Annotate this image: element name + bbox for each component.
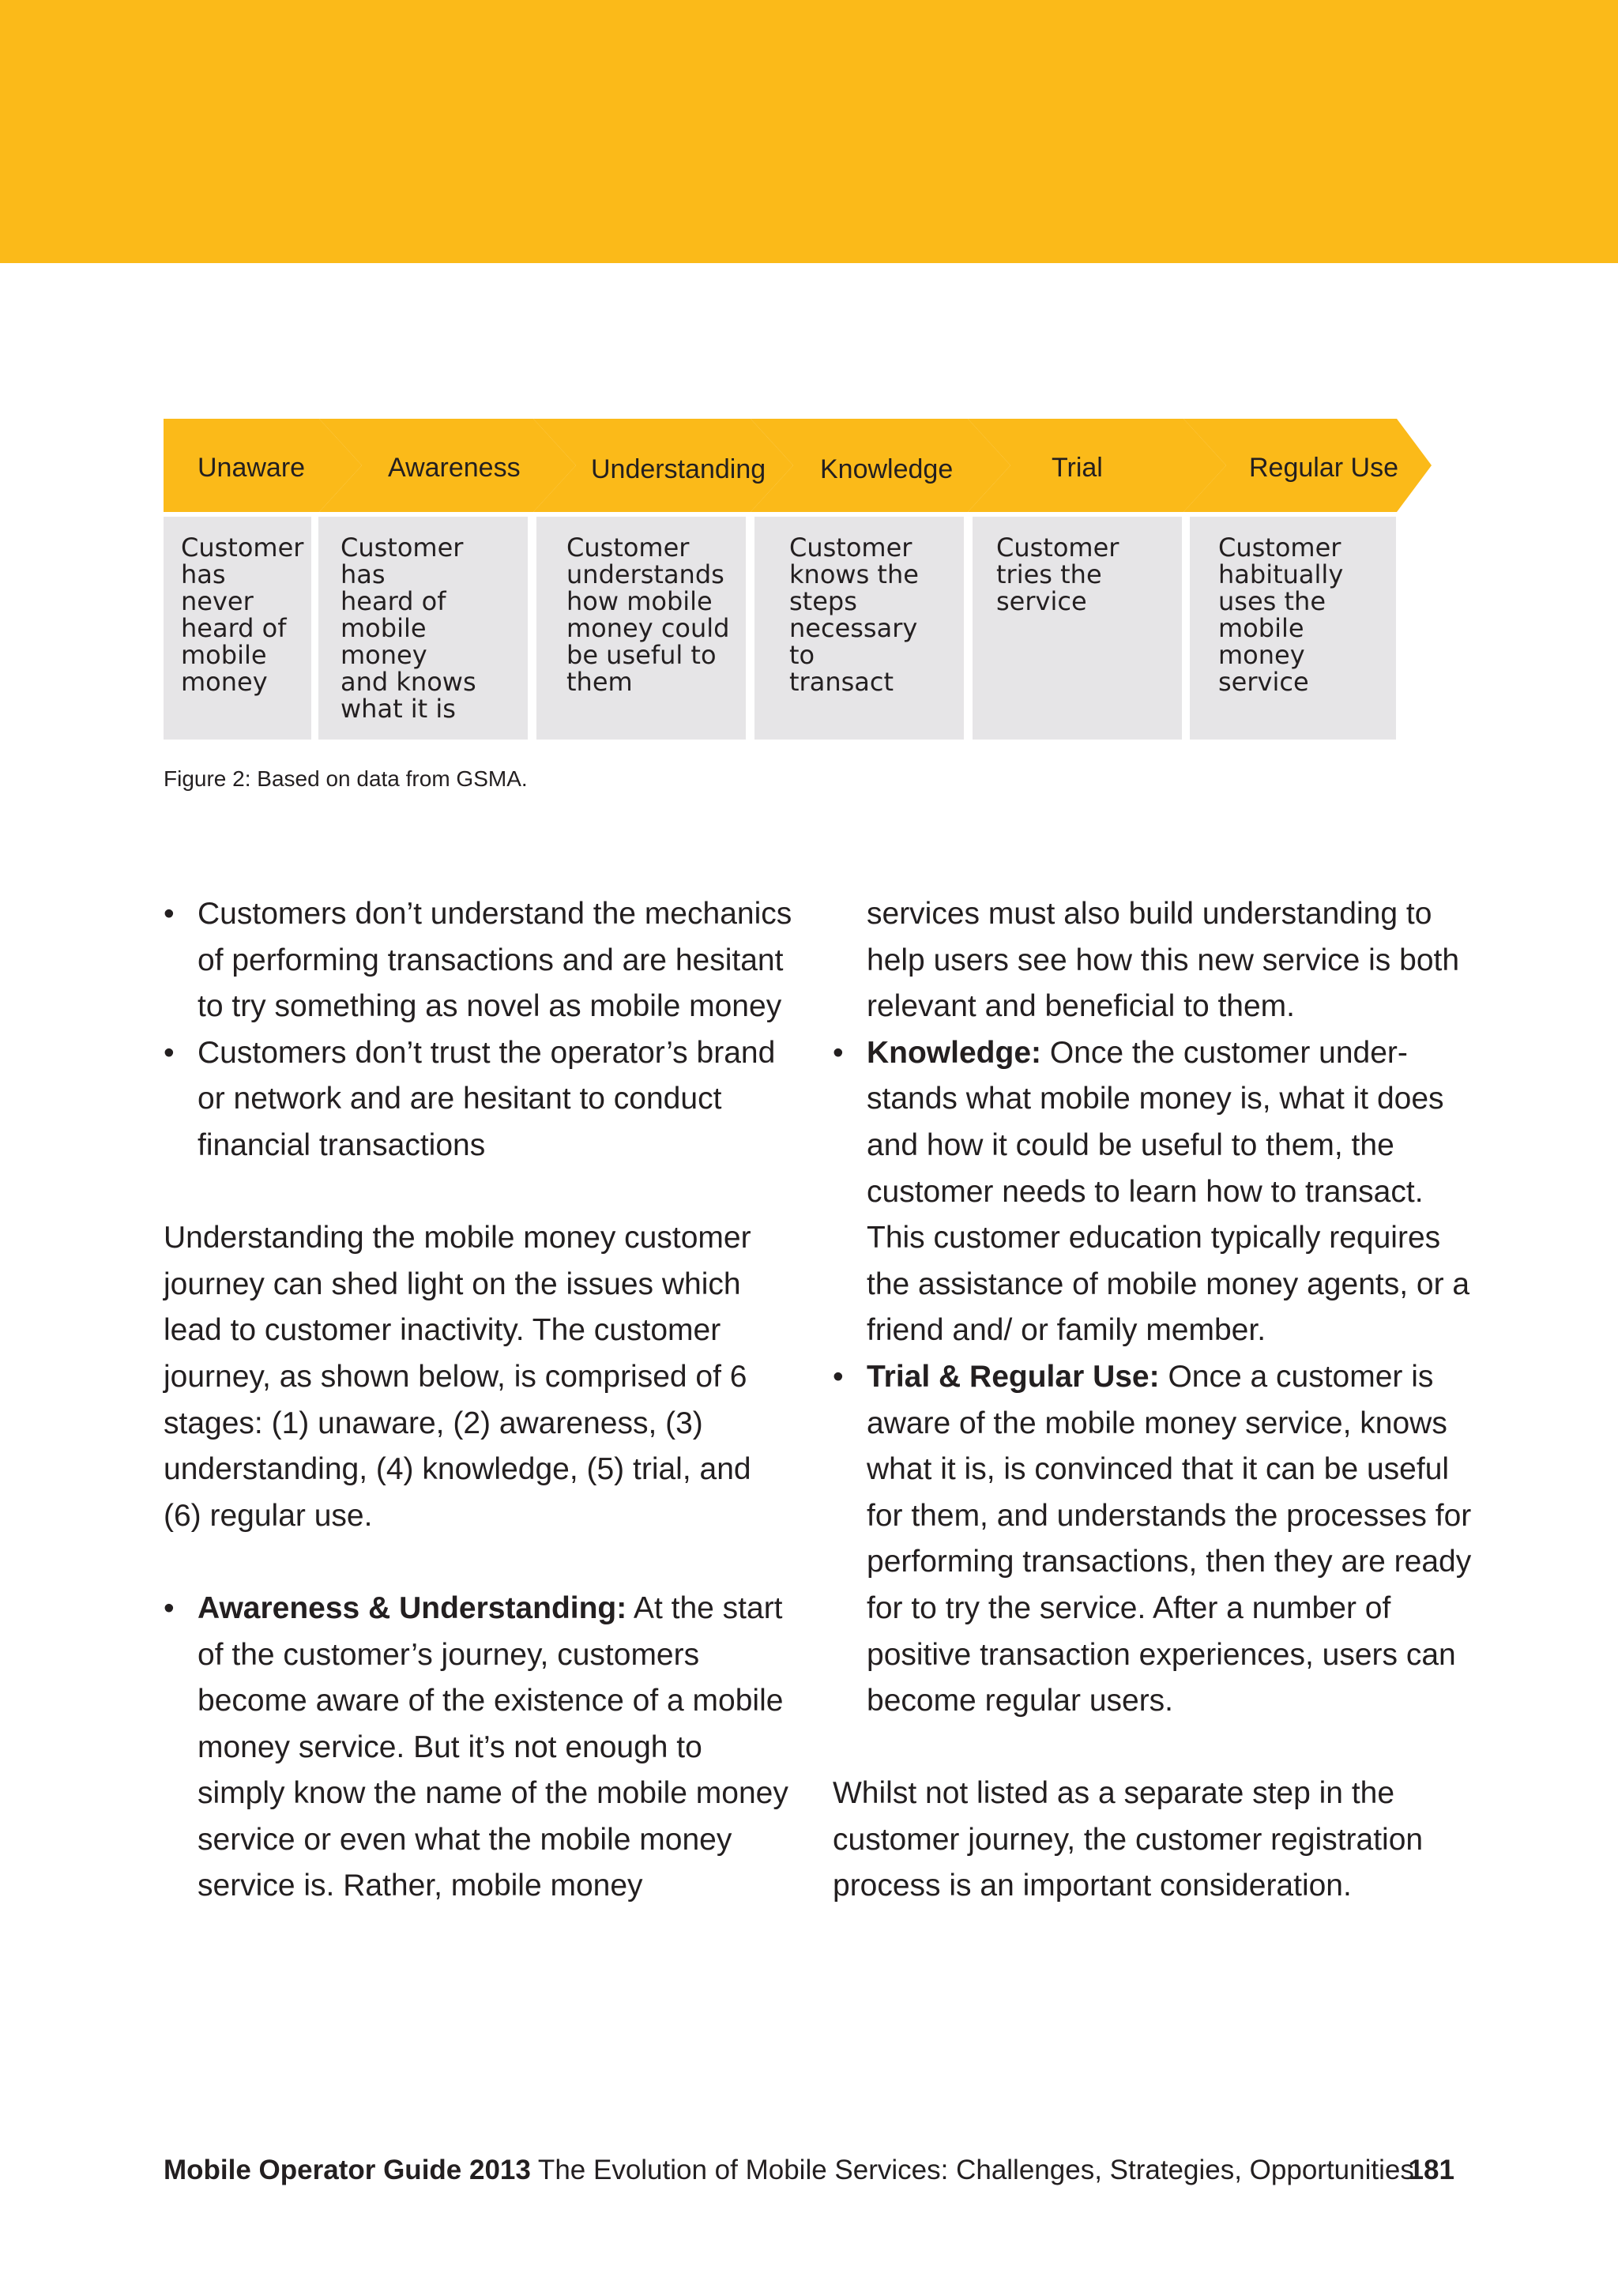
journey-intro-paragraph: Understanding the mobile money customer journey can shed light on the issues which lead to customer inactivity. The customer journey, as shown below, is comprised of 6 stages: (1) unaware, (2) awareness, (3) understanding, (4) knowledge, (5) trial, and (6) regular use. [164, 1221, 751, 1533]
stage-desc-awareness [318, 517, 528, 740]
publication-subtitle: The Evolution of Mobile Services: Challenges, Strategies, Opportunities [530, 2155, 1414, 2185]
publication-title: Mobile Operator Guide 2013 [164, 2155, 531, 2185]
paragraph-spacer [164, 1169, 796, 1216]
customer-journey-diagram [0, 0, 1618, 751]
bullet-heading: Awareness & Understanding: [198, 1590, 627, 1625]
page-footer [164, 2155, 1454, 2186]
bullet-text: Once a customer is aware of the mobile money service, knows what it is, is convinced that it can be useful for them, and understands the processes for performing transactions, then they are ready for to try the service. After a number of positive transaction experiences, users can become regular users. [867, 1359, 1472, 1718]
paragraph-spacer [833, 1725, 1481, 1771]
stage-desc-text: Customer has heard of mobile money and knows what it is [341, 533, 476, 724]
bullet-continuation: services must also build understanding to help users see how this new service is both relevant and beneficial to them. [867, 897, 1460, 1024]
stage-label-unaware: Unaware [198, 453, 306, 483]
stage-label-knowledge: Knowledge [820, 454, 954, 484]
bullet-heading: Knowledge: [867, 1035, 1041, 1070]
bullet-heading: Trial & Regular Use: [867, 1359, 1160, 1394]
stage-desc-unaware [164, 517, 311, 740]
stage-desc-text: Customer habitually uses the mobile money service [1218, 533, 1344, 697]
bullet-no-trust: • Customers don’t trust the operator’s brand or network and are hesitant to conduct financial transactions [164, 1030, 796, 1169]
bullet-text: Once the customer understands what mobile money is, what it does and how it could be useful to them, the customer needs to learn how to transact. This customer education typically requires the assistance of mobile money agents, or a friend and/ or family member. [867, 1035, 1470, 1348]
bullet-awareness-understanding [164, 1586, 796, 1910]
stage-desc-text: Customer understands how mobile money could be useful to them [566, 533, 730, 697]
stage-label-awareness: Awareness [388, 453, 521, 483]
body-column-left [164, 891, 796, 1910]
paragraph-spacer [164, 1539, 796, 1586]
figure-caption: Figure 2: Based on data from GSMA. [164, 766, 528, 791]
stage-label-trial: Trial [1052, 453, 1103, 483]
stage-label-understanding: Understanding [591, 454, 766, 484]
stage-desc-text: Customer tries the service [996, 533, 1119, 616]
registration-paragraph: Whilst not listed as a separate step in the customer journey, the customer registration process is an important consideration. [833, 1776, 1424, 1903]
stage-desc-knowledge [754, 517, 964, 740]
stage-desc-trial [973, 517, 1182, 740]
bullet-trial-regular-use [833, 1354, 1481, 1725]
stage-desc-text: Customer has never heard of mobile money [181, 533, 304, 697]
bullet-text: At the start of the customer’s journey, customers become aware of the existence of a mobile money service. But it’s not enough to simply know the name of the mobile money service or even what the mobile money service is. Rather, mobile money [198, 1590, 788, 1903]
stage-desc-text: Customer knows the steps necessary to transact [789, 533, 919, 697]
body-column-right [833, 891, 1481, 1910]
stage-desc-understanding [536, 517, 746, 740]
page-number: 181 [1408, 2155, 1454, 2185]
stage-desc-regular-use [1190, 517, 1396, 740]
bullet-knowledge [833, 1030, 1481, 1354]
stage-label-regular-use: Regular Use [1249, 453, 1398, 483]
bullet-no-understanding: • Customers don’t understand the mechanics of performing transactions and are hesitant to try something as novel as mobile money [164, 891, 796, 1030]
